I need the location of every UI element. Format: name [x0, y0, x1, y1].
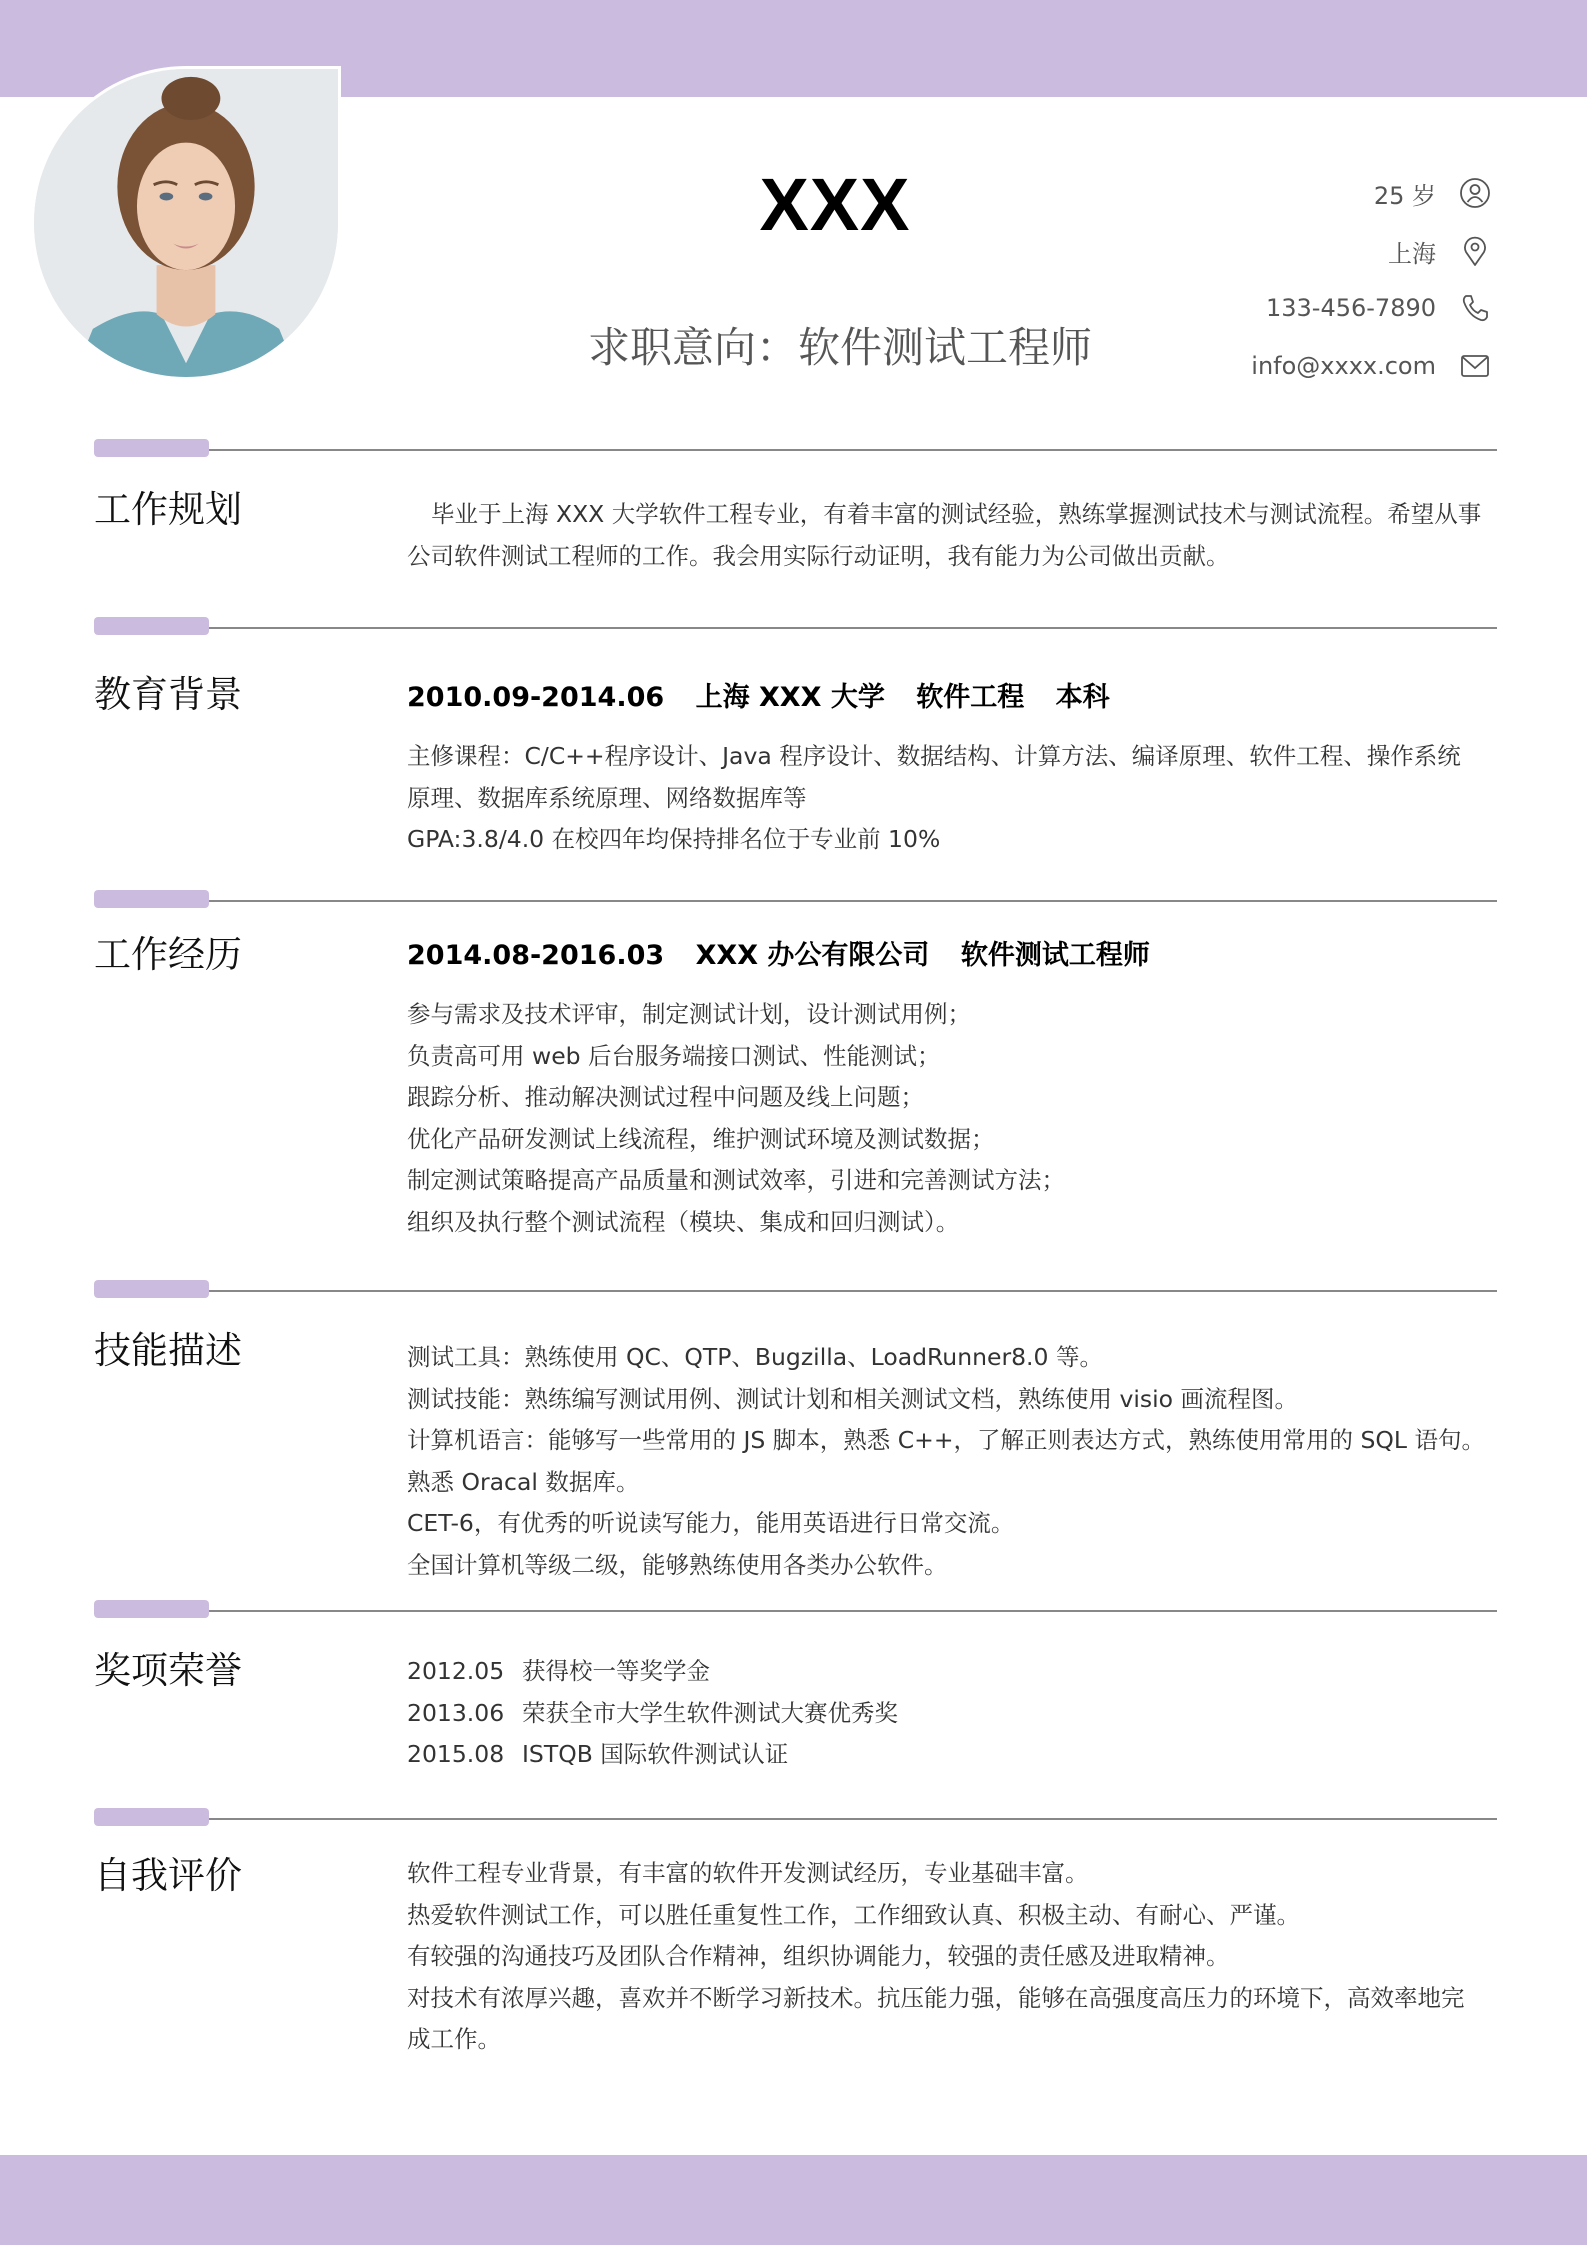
- award-item: [407, 1651, 1482, 1693]
- skill-line: 计算机语言：能够写一些常用的 JS 脚本，熟悉 C++，了解正则表达方式，熟练使用常用的 SQL 语句。: [407, 1426, 1485, 1454]
- candidate-name: XXX: [759, 163, 911, 246]
- location-text: 上海: [1388, 239, 1436, 268]
- award-date: 2015.08: [407, 1740, 505, 1768]
- education-head: [407, 676, 1482, 720]
- section-divider: [94, 1600, 1497, 1620]
- job-intent: 求职意向：软件测试工程师: [587, 323, 1092, 372]
- education-period: 2010.09-2014.06: [407, 682, 665, 713]
- divider-rule: [209, 1290, 1497, 1292]
- section-body-education: [407, 676, 1482, 861]
- contact-age: [1072, 173, 1492, 213]
- divider-accent-tab: [94, 1600, 209, 1618]
- experience-head: [407, 934, 1482, 978]
- divider-accent-tab: [94, 890, 209, 908]
- section-title-awards: 奖项荣誉: [94, 1649, 242, 1692]
- bottom-accent-bar: [0, 2155, 1587, 2245]
- award-item: [407, 1734, 1482, 1776]
- education-line: 主修课程：C/C++程序设计、Java 程序设计、数据结构、计算方法、编译原理、软件工程、操作系统: [407, 742, 1461, 770]
- experience-period: 2014.08-2016.03: [407, 940, 665, 971]
- phone-icon: [1458, 291, 1492, 325]
- education-line: 原理、数据库系统原理、网络数据库等: [407, 783, 807, 812]
- section-body-awards: [407, 1651, 1482, 1776]
- plan-text: 毕业于上海 XXX 大学软件工程专业，有着丰富的测试经验，熟练掌握测试技术与测试流程。希望从事公司软件测试工程师的工作。我会用实际行动证明，我有能力为公司做出贡献。: [407, 500, 1482, 570]
- divider-rule: [209, 1818, 1497, 1820]
- award-date: 2012.05: [407, 1657, 505, 1685]
- contact-phone[interactable]: [1072, 288, 1492, 328]
- experience-line: 优化产品研发测试上线流程，维护测试环境及测试数据；: [407, 1124, 995, 1153]
- education-degree: 本科: [1055, 682, 1110, 713]
- section-title-skills: 技能描述: [94, 1329, 242, 1372]
- user-icon: [1458, 176, 1492, 210]
- portrait-image: [34, 69, 338, 377]
- location-pin-icon: [1458, 234, 1492, 268]
- section-body-plan: [407, 494, 1482, 577]
- email-text[interactable]: info@xxxx.com: [1251, 352, 1436, 380]
- education-line: GPA:3.8/4.0 在校四年均保持排名位于专业前 10%: [407, 825, 941, 853]
- divider-accent-tab: [94, 439, 209, 457]
- section-title-experience: 工作经历: [94, 933, 242, 976]
- education-school: 上海 XXX 大学: [695, 682, 885, 713]
- profile-photo: [31, 66, 341, 380]
- self-eval-line: 热爱软件测试工作，可以胜任重复性工作，工作细致认真、积极主动、有耐心、严谨。: [407, 1900, 1300, 1929]
- section-body-skills: [407, 1337, 1485, 1586]
- experience-line: 制定测试策略提高产品质量和测试效率，引进和完善测试方法；: [407, 1166, 1065, 1194]
- section-body-self-eval: [407, 1853, 1482, 2061]
- skill-line: 熟悉 Oracal 数据库。: [407, 1467, 640, 1496]
- award-item: [407, 1693, 1482, 1735]
- experience-line: 参与需求及技术评审，制定测试计划，设计测试用例；: [407, 1000, 971, 1028]
- age-text: 25 岁: [1373, 181, 1436, 210]
- divider-rule: [209, 1610, 1497, 1612]
- experience-line: 跟踪分析、推动解决测试过程中问题及线上问题；: [407, 1083, 924, 1111]
- section-title-plan: 工作规划: [94, 488, 242, 531]
- self-eval-line: 对技术有浓厚兴趣，喜欢并不断学习新技术。抗压能力强，能够在高强度高压力的环境下，高效率地完: [407, 1983, 1465, 2012]
- skill-line: 测试工具：熟练使用 QC、QTP、Bugzilla、LoadRunner8.0 等。: [407, 1343, 1103, 1371]
- experience-company: XXX 办公有限公司: [695, 940, 930, 971]
- skill-line: CET-6，有优秀的听说读写能力，能用英语进行日常交流。: [407, 1509, 1015, 1537]
- section-divider: [94, 890, 1497, 910]
- award-text: ISTQB 国际软件测试认证: [522, 1740, 789, 1768]
- section-divider: [94, 1280, 1497, 1300]
- experience-line: 负责高可用 web 后台服务端接口测试、性能测试；: [407, 1041, 941, 1070]
- education-major: 软件工程: [916, 682, 1025, 713]
- divider-rule: [209, 627, 1497, 629]
- section-divider: [94, 617, 1497, 637]
- contact-email[interactable]: [1072, 346, 1492, 386]
- mail-icon: [1458, 349, 1492, 383]
- section-divider: [94, 1808, 1497, 1828]
- experience-role: 软件测试工程师: [960, 940, 1150, 971]
- divider-accent-tab: [94, 617, 209, 635]
- divider-accent-tab: [94, 1808, 209, 1826]
- skill-line: 全国计算机等级二级，能够熟练使用各类办公软件。: [407, 1550, 948, 1579]
- award-text: 获得校一等奖学金: [522, 1657, 710, 1685]
- section-divider: [94, 439, 1497, 459]
- self-eval-line: 成工作。: [407, 2025, 501, 2053]
- skill-line: 测试技能：熟练编写测试用例、测试计划和相关测试文档，熟练使用 visio 画流程图。: [407, 1384, 1299, 1413]
- self-eval-line: 软件工程专业背景，有丰富的软件开发测试经历，专业基础丰富。: [407, 1859, 1089, 1887]
- divider-rule: [209, 900, 1497, 902]
- section-body-experience: [407, 934, 1482, 1243]
- section-title-education: 教育背景: [94, 673, 242, 716]
- award-date: 2013.06: [407, 1698, 505, 1727]
- phone-text[interactable]: 133-456-7890: [1265, 294, 1436, 322]
- experience-line: 组织及执行整个测试流程（模块、集成和回归测试）。: [407, 1207, 960, 1236]
- divider-accent-tab: [94, 1280, 209, 1298]
- contact-location: [1072, 231, 1492, 271]
- self-eval-line: 有较强的沟通技巧及团队合作精神，组织协调能力，较强的责任感及进取精神。: [407, 1942, 1230, 1970]
- divider-rule: [209, 449, 1497, 451]
- section-title-self-eval: 自我评价: [94, 1854, 242, 1897]
- award-text: 荣获全市大学生软件测试大赛优秀奖: [522, 1698, 898, 1727]
